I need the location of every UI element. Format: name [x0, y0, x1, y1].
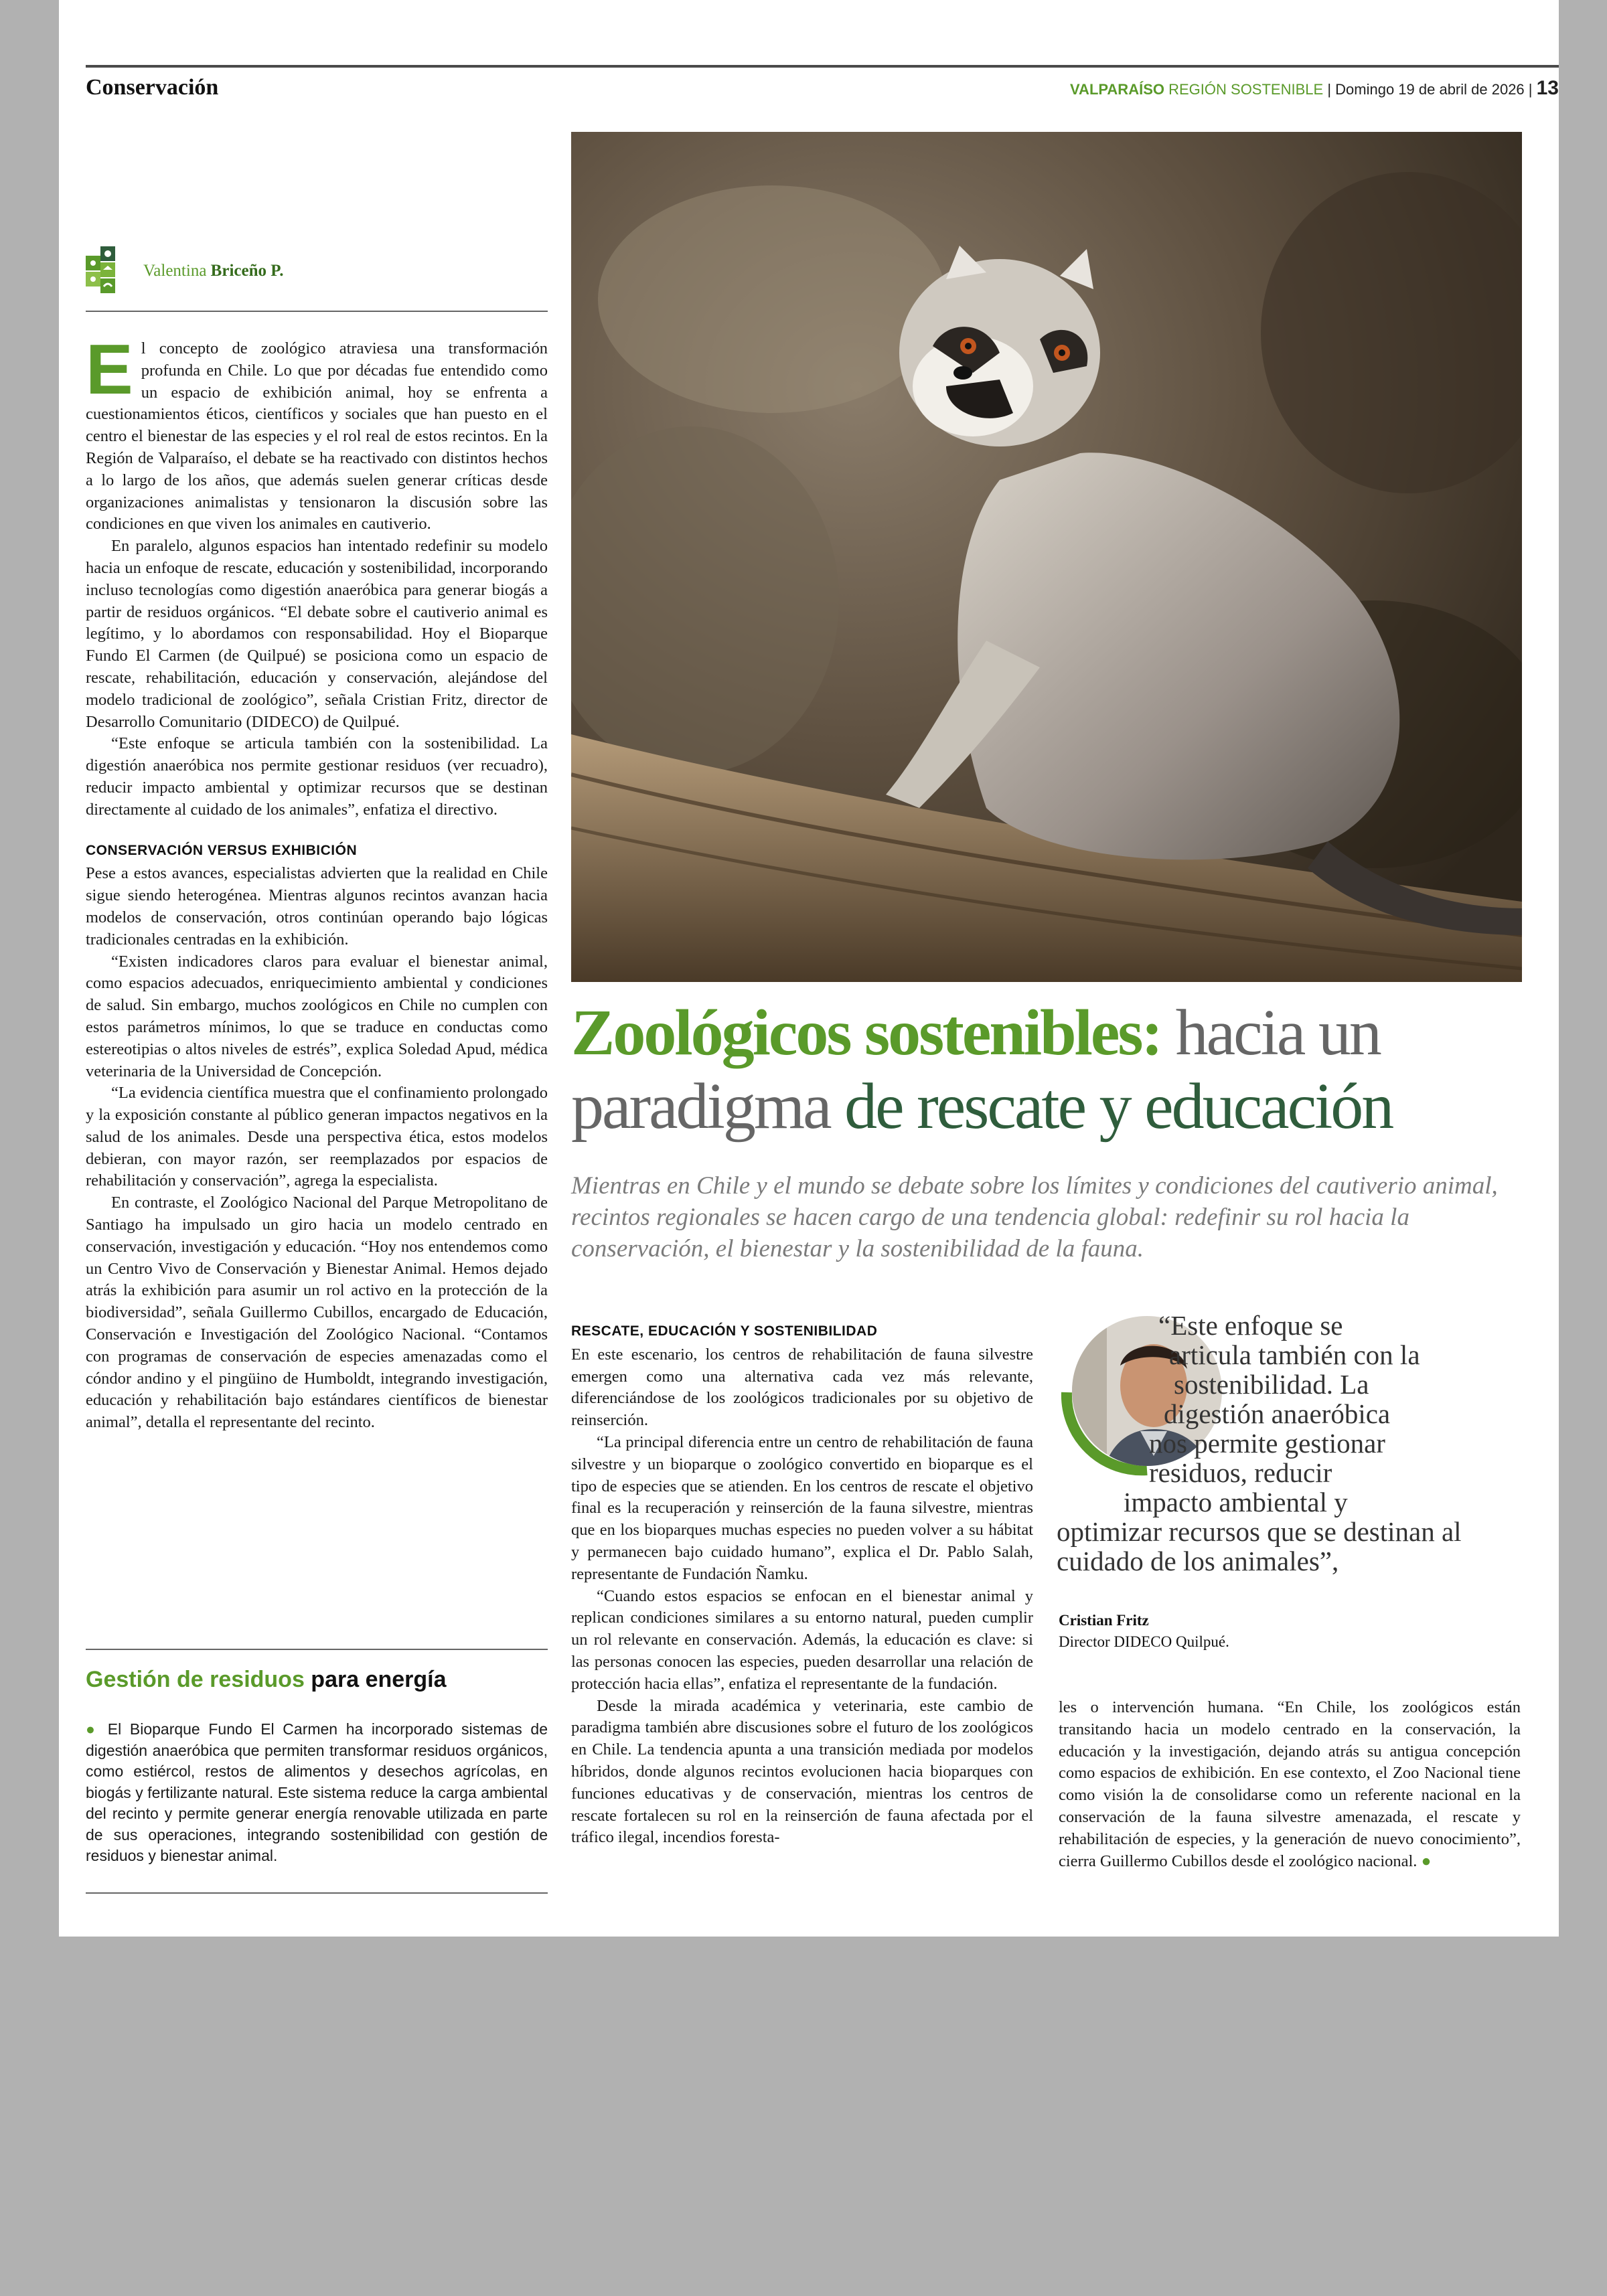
quote-line: residuos, reducir — [1149, 1457, 1332, 1488]
lemur-illustration — [571, 132, 1522, 982]
page-number: 13 — [1536, 77, 1559, 99]
issue-date: | Domingo 19 de abril de 2026 | — [1327, 81, 1533, 98]
quote-line: impacto ambiental y — [1124, 1487, 1348, 1518]
paragraph: En contraste, el Zoológico Nacional del Parque Metropolitano de Santiago ha impulsado un giro hacia un modelo centrado en conservación, investigación y educación. “Hoy nos entendemos como un Centro Vivo de Conservación y Bienestar Animal. Hemos dejado atrás la exhibición para asumir un rol activo en la protección de la biodiversidad”, señala Guillermo Cubillos, encargado de Educación, Conservación e Investigación del Zoológico Nacional. “Contamos con programas de conservación de especies amenazadas como el cóndor andino y el pingüino de Humboldt, integrando investigación, educación y rehabilitación bajo estándares científicos de bienestar animal”, detalla el representante del recinto. — [86, 1194, 548, 1432]
quote-line: “Este enfoque se — [1158, 1310, 1343, 1341]
deck: Mientras en Chile y el mundo se debate sobre los límites y condiciones del cautiverio animal, recintos regionales se hacen cargo de una tendencia global: redefinir su rol hacia la conservación, el bienestar y la sostenibilidad de la fauna. — [571, 1172, 1498, 1262]
end-bullet-icon: ● — [1417, 1852, 1432, 1870]
section-label: Conservación — [86, 75, 219, 100]
paragraph: “La principal diferencia entre un centro de rehabilitación de fauna silvestre y un bioparque o zoológico convertido en bioparque es el tipo de especies que se atienden. En los centros de rescate el objetivo final es la recuperación y reinserción de la fauna silvestre, mientras que en los bioparques muchas especies no pueden volver a su hábitat y permanecen bajo cuidado humano”, explica el Dr. Pablo Salah, representante de Fundación Ñamku. — [571, 1432, 1033, 1583]
byline — [86, 246, 283, 296]
paragraph: ● El Bioparque Fundo El Carmen ha incorporado sistemas de digestión anaeróbica que permiten transformar residuos orgánicos, como estiércol, restos de alimentos y desechos agrícolas, en biogás y fertilizante natural. Este sistema reduce la carga ambiental del recinto y permite generar energía renovable utilizada en parte de sus operaciones, integrando sostenibilidad con gestión de residuos y bienestar animal. — [86, 1720, 548, 1864]
article-column-3 — [1059, 1697, 1521, 1872]
quote-line: digestión anaeróbica — [1164, 1398, 1391, 1429]
lemur-photo — [571, 132, 1522, 982]
quote-line: cuidado de los animales”, — [1057, 1546, 1339, 1576]
article-column-1 — [86, 330, 548, 1434]
author-first-name: Valentina — [143, 262, 207, 280]
paragraph: “Este enfoque se articula también con la sostenibilidad. La digestión anaeróbica nos permite gestionar residuos (ver recuadro), reducir impacto ambiental y optimizar recursos que se destinan directamente al cuidado de los animales”, enfatiza el directivo. — [86, 734, 548, 819]
folio — [1070, 77, 1559, 100]
paragraph: En este escenario, los centros de rehabilitación de fauna silvestre emergen como una alternativa cada vez más relevante, diferenciándose de los zoológicos tradicionales por su objetivo de reinserción. — [571, 1345, 1033, 1430]
header-rule — [86, 65, 1559, 68]
byline-rule — [86, 311, 548, 312]
headline-part-green: Zoológicos sostenibles: — [571, 997, 1162, 1069]
drop-cap: E — [86, 330, 133, 409]
article-column-2 — [571, 1321, 1033, 1849]
quote-line: sostenibilidad. La — [1174, 1369, 1369, 1400]
section-logo-icon — [86, 246, 131, 296]
paragraph: El concepto de zoológico atraviesa una transformación profunda en Chile. Lo que por décadas fue entendido como un espacio de exhibición animal, hoy se enfrenta a cuestionamientos éticos, científicos y sociales que han puesto en el centro el bienestar de las especies y el rol real de estos recintos. En la Región de Valparaíso, el debate se ha reactivado con distintos hechos a lo largo de los años, que además suelen generar críticas desde organizaciones animalistas y tensionaron la discusión sobre las condiciones en que viven los animales en cautiverio. — [86, 330, 548, 534]
pull-quote — [1057, 1311, 1565, 1576]
headline — [571, 996, 1549, 1143]
quote-line: articula también con la — [1169, 1339, 1420, 1370]
sidebar-title-black: para energía — [304, 1667, 447, 1692]
subheading: CONSERVACIÓN VERSUS EXHIBICIÓN — [86, 842, 358, 858]
paragraph: Pese a estos avances, especialistas advierten que la realidad en Chile sigue siendo heterogénea. Mientras algunos recintos avanzan hacia modelos de conservación, otros continúan operando bajo lógicas tradicionales centradas en la exhibición. — [86, 864, 548, 949]
sidebar-bottom-rule — [86, 1892, 548, 1894]
sidebar-body — [86, 1719, 548, 1867]
paragraph: “La evidencia científica muestra que el confinamiento prolongado y la exposición constante al público generan impactos negativos en la salud de los animales. Desde una perspectiva ética, estos modelos debieran, con mayor razón, ser reemplazados por espacios de rehabilitación y conservación”, agrega la especialista. — [86, 1084, 548, 1190]
paragraph: Desde la mirada académica y veterinaria, este cambio de paradigma también abre discusiones sobre el futuro de los zoológicos en Chile. La tendencia apunta a una transición mediada por modelos híbridos, donde algunos recintos evolucionen hacia bioparques con funciones educativas y de conservación, mientras los centros de rescate fortalecen su rol en la reinserción de fauna afectada por el tráfico ilegal, incendios foresta- — [571, 1696, 1033, 1847]
brand-subtitle: REGIÓN SOSTENIBLE — [1168, 81, 1324, 98]
author-last-name: Briceño P. — [210, 262, 284, 280]
subheading: RESCATE, EDUCACIÓN Y SOSTENIBILIDAD — [571, 1323, 878, 1339]
sidebar-top-rule — [86, 1649, 548, 1650]
paragraph: “Existen indicadores claros para evaluar el bienestar animal, como espacios adecuados, enriquecimiento ambiental y condiciones de salud. Sin embargo, muchos zoológicos en Chile no cumplen con estos parámetros mínimos, lo que se traduce en conductas como estereotipias o altos niveles de estrés”, explica Soledad Apud, médica veterinaria de la Universidad de Concepción. — [86, 952, 548, 1080]
headline-part-gray: hacia un paradigma — [571, 997, 1380, 1143]
quote-line: nos permite gestionar — [1149, 1428, 1385, 1459]
paragraph: En paralelo, algunos espacios han intentado redefinir su modelo hacia un enfoque de rescate, educación y sostenibilidad, incorporando incluso tecnologías como digestión anaeróbica para generar biogás a partir de residuos orgánicos. “El debate sobre el cautiverio animal es legítimo, y lo abordamos con responsabilidad. Hoy el Bioparque Fundo El Carmen (de Quilpué) se posiciona como un espacio de rescate, rehabilitación, educación y conservación, alejándose del modelo tradicional de zoológico”, señala Cristian Fritz, director de Desarrollo Comunitario (DIDECO) de Quilpué. — [86, 537, 548, 731]
headline-part-darkgreen: de rescate y educación — [844, 1070, 1393, 1143]
bullet-icon: ● — [86, 1720, 108, 1738]
quote-role: Director DIDECO Quilpué. — [1059, 1633, 1229, 1650]
quote-name: Cristian Fritz — [1059, 1612, 1149, 1629]
paragraph: les o intervención humana. “En Chile, los zoológicos están transitando hacia un modelo centrado en la conservación, la educación y la investigación, dejando atrás su antigua concepción como espacios de exhibición. En ese contexto, el Zoo Nacional tiene como visión la de consolidarse como un referente nacional en la conservación de la fauna silvestre amenazada, el rescate y rehabilitación de especies, y la generación de nuevo conocimiento”, cierra Guillermo Cubillos desde el zoológico nacional. ● — [1059, 1698, 1521, 1870]
quote-attribution — [1059, 1610, 1229, 1653]
newspaper-page — [59, 0, 1559, 1937]
quote-line: optimizar recursos que se destinan al — [1057, 1516, 1462, 1547]
sidebar-title — [86, 1667, 447, 1693]
paragraph: “Cuando estos espacios se enfocan en el bienestar animal y replican condiciones similares a su entorno natural, pueden cumplir un rol relevante en conservación. Además, la educación es clave: si las personas conocen las especies, pueden desarrollar una relación de protección hacia ellas”, enfatiza el representante de la fundación. — [571, 1586, 1033, 1693]
sidebar-title-green: Gestión de residuos — [86, 1667, 305, 1692]
brand-name: VALPARAÍSO — [1070, 81, 1164, 98]
